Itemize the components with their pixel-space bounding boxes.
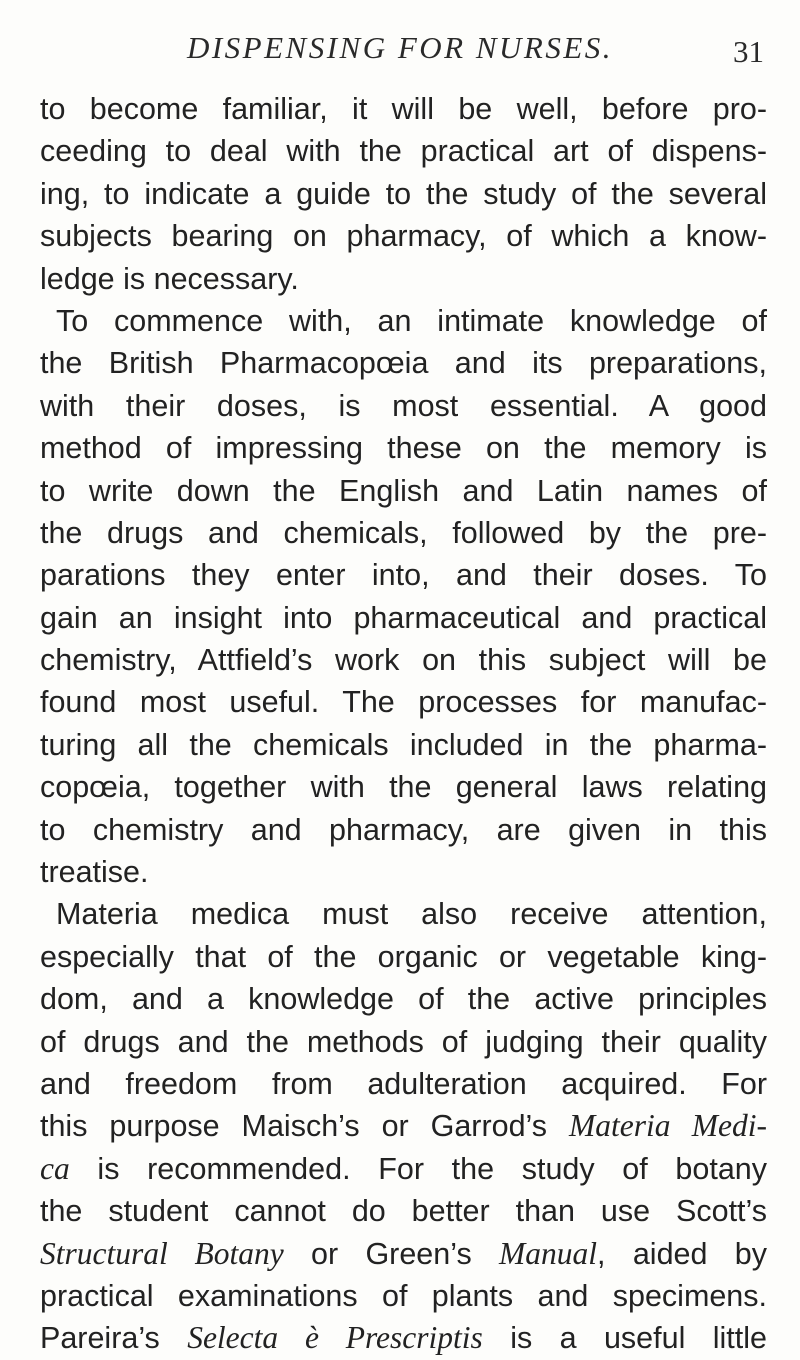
running-title: DISPENSING FOR NURSES. xyxy=(186,30,614,65)
text-run: is a useful little xyxy=(482,1321,767,1356)
italic-title: Materia Medi- xyxy=(568,1108,767,1144)
text-line: treatise. xyxy=(40,855,149,890)
text-line xyxy=(40,1233,767,1275)
text-line: with their doses, is most essential. A good xyxy=(40,388,767,423)
text-line: of drugs and the methods of judging their quality xyxy=(40,1024,767,1059)
text-line: parations they enter into, and their doses. To xyxy=(40,558,767,593)
text-run: this purpose Maisch’s or Garrod’s xyxy=(40,1109,569,1144)
text-run: Pareira’s xyxy=(40,1321,188,1356)
text-line: chemistry, Attfield’s work on this subject will be xyxy=(40,643,767,678)
text-line: turing all the chemicals included in the pharma- xyxy=(40,727,767,762)
text-line: subjects bearing on pharmacy, of which a know- xyxy=(40,219,767,254)
text-line xyxy=(40,1105,767,1147)
text-line: dom, and a knowledge of the active principles xyxy=(40,982,767,1017)
text-line: the British Pharmacopœia and its preparations, xyxy=(40,346,767,381)
running-head xyxy=(0,30,800,70)
text-line xyxy=(40,1148,767,1190)
page-number: 31 xyxy=(733,34,764,69)
text-line: gain an insight into pharmaceutical and practical xyxy=(40,600,767,635)
text-line: Materia medica must also receive attention, xyxy=(56,897,767,932)
text-line: copœia, together with the general laws relating xyxy=(40,770,767,805)
text-line: found most useful. The processes for manufac- xyxy=(40,685,767,720)
text-line: to become familiar, it will be well, before pro- xyxy=(40,92,767,126)
text-line: practical examinations of plants and specimens. xyxy=(40,1278,767,1313)
text-line: and freedom from adulteration acquired. For xyxy=(40,1066,767,1101)
italic-title: Manual xyxy=(499,1235,598,1271)
text-line: to write down the English and Latin names of xyxy=(40,473,767,508)
text-line: ceeding to deal with the practical art of dispens- xyxy=(40,134,767,169)
text-line: To commence with, an intimate knowledge of xyxy=(56,303,767,338)
text-line: the drugs and chemicals, followed by the pre- xyxy=(40,515,767,550)
italic-title: Structural Botany xyxy=(40,1235,284,1271)
text-run: is recommended. For the study of botany xyxy=(69,1151,767,1186)
text-line: especially that of the organic or vegetable king- xyxy=(40,939,767,974)
body-text xyxy=(40,88,767,1360)
text-line: the student cannot do better than use Scott’s xyxy=(40,1194,767,1229)
italic-title: ca xyxy=(40,1150,70,1186)
text-line: method of impressing these on the memory is xyxy=(40,431,767,466)
text-line: to chemistry and pharmacy, are given in this xyxy=(40,812,767,847)
text-line: ledge is necessary. xyxy=(40,261,299,296)
italic-title: Selecta è Prescriptis xyxy=(187,1320,483,1356)
text-line xyxy=(40,1317,767,1359)
text-run: , aided by xyxy=(597,1236,767,1271)
text-run: or Green’s xyxy=(283,1236,500,1271)
text-line: ing, to indicate a guide to the study of the several xyxy=(40,176,767,211)
